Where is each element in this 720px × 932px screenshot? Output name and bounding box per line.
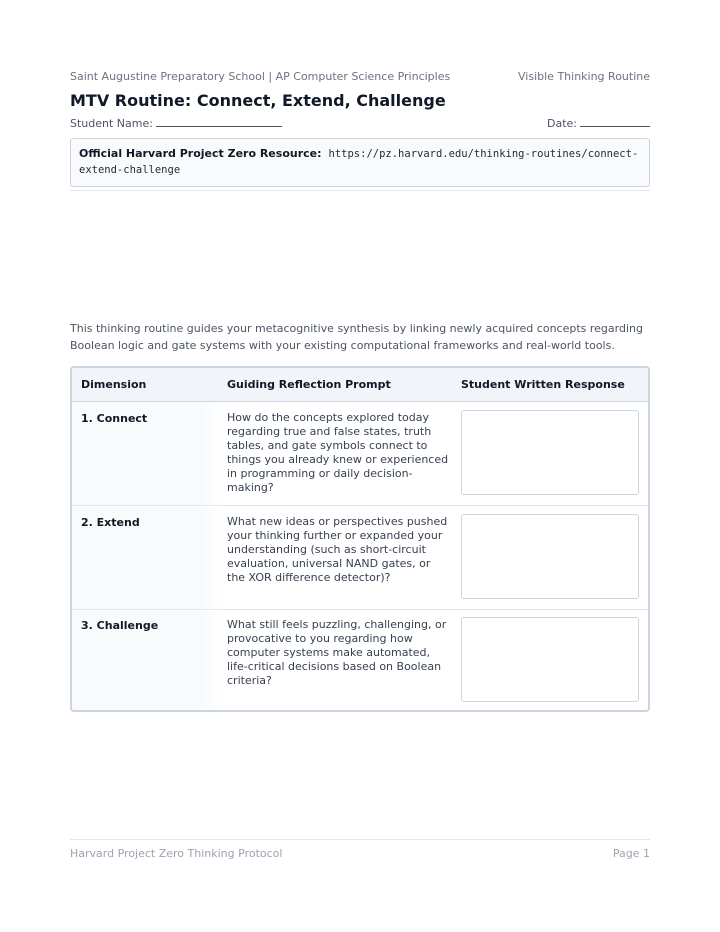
column-header-response: Student Written Response xyxy=(461,378,625,391)
table-row-extend xyxy=(72,506,648,610)
dimension-cell: 1. Connect xyxy=(81,412,148,425)
header-divider xyxy=(70,190,650,191)
footer-protocol-label: Harvard Project Zero Thinking Protocol xyxy=(70,847,283,860)
column-header-prompt: Guiding Reflection Prompt xyxy=(227,378,391,391)
table-row-challenge xyxy=(72,609,648,710)
table-header-row xyxy=(72,368,648,402)
student-name-blank[interactable] xyxy=(156,116,282,127)
running-header xyxy=(70,70,650,83)
footer-divider xyxy=(70,839,650,840)
resource-label: Official Harvard Project Zero Resource: xyxy=(79,147,322,160)
page-number: Page 1 xyxy=(612,847,650,860)
running-footer xyxy=(70,847,650,860)
date-label: Date: xyxy=(547,117,577,130)
prompt-cell: What new ideas or perspectives pushed your thinking further or expanded your understanding (such as short-circuit evaluation, universal NAND gates, or the XOR difference detector)? xyxy=(227,515,448,584)
response-box[interactable] xyxy=(461,617,639,702)
school-course-label: Saint Augustine Preparatory School | AP Computer Science Principles xyxy=(70,70,451,83)
prompt-cell: How do the concepts explored today regarding true and false states, truth tables, and gate symbols connect to things you already knew or experienced in programming or daily decision-making? xyxy=(227,411,449,494)
dimension-cell: 3. Challenge xyxy=(81,619,159,632)
student-name-field[interactable] xyxy=(70,116,282,130)
response-box[interactable] xyxy=(461,514,639,599)
intro-paragraph: This thinking routine guides your metacognitive synthesis by linking newly acquired concepts regarding Boolean logic and gate systems with your existing computational frameworks and real-world tools. xyxy=(70,322,643,352)
resource-link[interactable]: https://pz.harvard.edu/thinking-routines/connect-extend-challenge xyxy=(79,148,639,176)
table-row-connect xyxy=(72,402,648,506)
routine-tag: Visible Thinking Routine xyxy=(518,70,650,83)
date-blank[interactable] xyxy=(580,116,650,127)
resource-callout xyxy=(70,138,650,187)
response-box[interactable] xyxy=(461,410,639,495)
student-meta-row xyxy=(70,116,650,130)
dimension-cell: 2. Extend xyxy=(81,516,140,529)
reflection-table xyxy=(70,366,650,712)
page-title: MTV Routine: Connect, Extend, Challenge xyxy=(70,91,446,110)
column-header-dimension: Dimension xyxy=(81,378,147,391)
prompt-cell: What still feels puzzling, challenging, or provocative to you regarding how computer systems make automated, life-critical decisions based on Boolean criteria? xyxy=(227,618,447,687)
date-field[interactable] xyxy=(547,116,650,130)
student-name-label: Student Name: xyxy=(70,117,153,130)
